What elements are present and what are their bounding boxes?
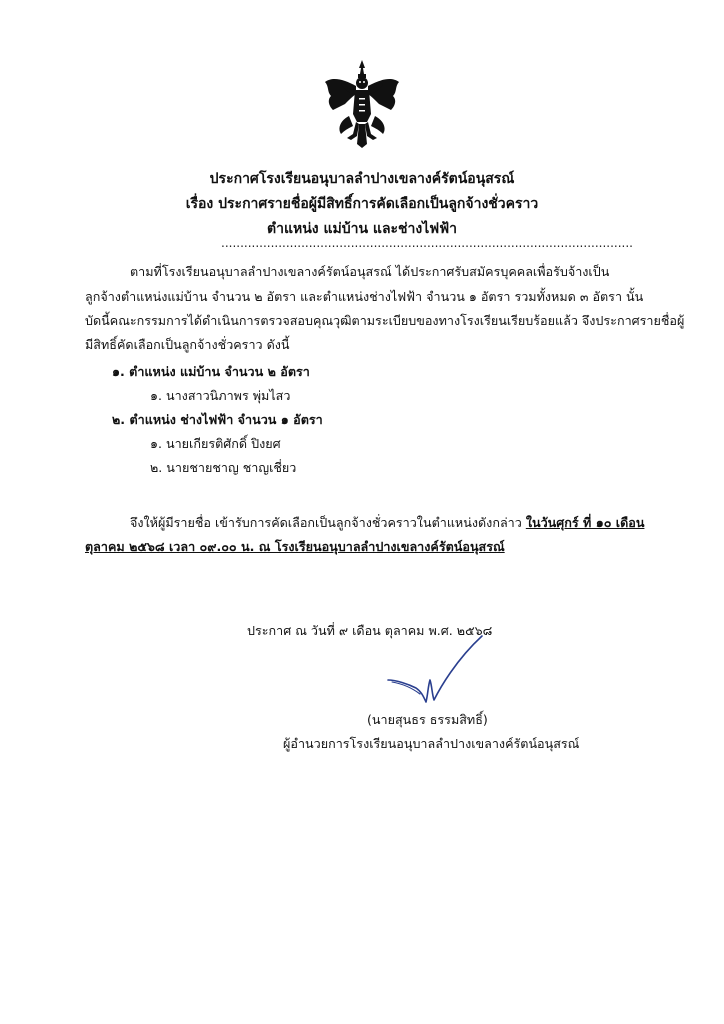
notice-date-emphasis: ในวันศุกร์ ที่ ๑๐ เดือน [525, 515, 645, 530]
announcement-date: ประกาศ ณ วันที่ ๙ เดือน ตุลาคม พ.ศ. ๒๕๖๘ [247, 623, 493, 638]
notice-text: จึงให้ผู้มีรายชื่อ เข้ารับการคัดเลือกเป็นลูกจ้างชั่วคราวในตำแหน่งดังกล่าว [130, 515, 526, 530]
announcement-title: ประกาศโรงเรียนอนุบาลลำปางเขลางค์รัตน์อนุสรณ์ [209, 171, 515, 187]
candidate-list-item: ๑. นายเกียรติศักดิ์ ปิงยศ [150, 436, 281, 451]
notice-line-1 [130, 513, 644, 533]
candidate-list-item: ๒. นายชายชาญ ชาญเชี่ยว [150, 460, 297, 475]
handwritten-signature [386, 630, 486, 710]
signer-title: ผู้อำนวยการโรงเรียนอนุบาลลำปางเขลางค์รัตน์อนุสรณ์ [283, 736, 580, 751]
body-paragraph-line-4: มีสิทธิ์คัดเลือกเป็นลูกจ้างชั่วคราว ดังนี้ [85, 337, 290, 352]
candidate-list-item: ๑. นางสาวนิภาพร พุ่มไสว [150, 388, 291, 403]
notice-line-2 [85, 537, 505, 557]
position-housekeeper-heading: ๑. ตำแหน่ง แม่บ้าน จำนวน ๒ อัตรา [112, 364, 310, 379]
announcement-subject: เรื่อง ประกาศรายชื่อผู้มีสิทธิ์การคัดเลือกเป็นลูกจ้างชั่วคราว [185, 196, 539, 212]
garuda-emblem-icon [323, 58, 401, 148]
body-paragraph-line-3: บัดนี้คณะกรรมการได้ดำเนินการตรวจสอบคุณวุฒิตามระเบียบของทางโรงเรียนเรียบร้อยแล้ว จึงประกาศรายชื่อผู้ [85, 313, 685, 328]
position-electrician-heading: ๒. ตำแหน่ง ช่างไฟฟ้า จำนวน ๑ อัตรา [112, 412, 323, 427]
signer-name: (นายสุนธร ธรรมสิทธิ์) [367, 712, 488, 727]
announcement-position: ตำแหน่ง แม่บ้าน และช่างไฟฟ้า [267, 221, 457, 237]
body-paragraph-line-1: ตามที่โรงเรียนอนุบาลลำปางเขลางค์รัตน์อนุสรณ์ ได้ประกาศรับสมัครบุคคลเพื่อรับจ้างเป็น [130, 264, 610, 279]
notice-time-location-emphasis: ตุลาคม ๒๕๖๘ เวลา ๐๙.๐๐ น. ณ โรงเรียนอนุบาลลำปางเขลางค์รัตน์อนุสรณ์ [85, 539, 505, 554]
body-paragraph-line-2: ลูกจ้างตำแหน่งแม่บ้าน จำนวน ๒ อัตรา และตำแหน่งช่างไฟฟ้า จำนวน ๑ อัตรา รวมทั้งหมด ๓ อัตรา นั้น [85, 289, 644, 304]
separator-line: ............................................................................................................ [221, 236, 633, 250]
